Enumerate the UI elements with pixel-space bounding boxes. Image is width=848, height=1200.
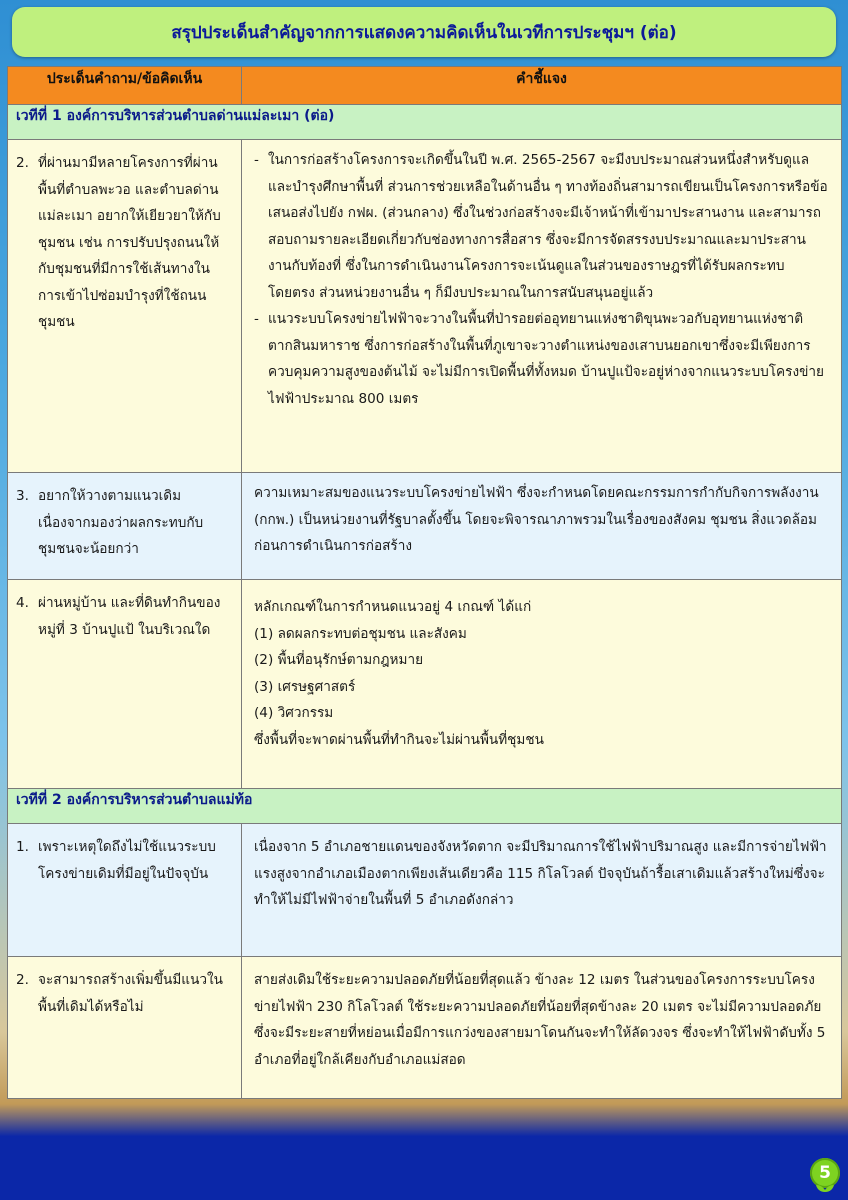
question-cell [8,473,242,580]
question-cell [8,824,242,957]
answer-text: แนวระบบโครงข่ายไฟฟ้าจะวางในพื้นที่ป่ารอยต่ออุทยานแห่งชาติขุนพะวอกับอุทยานแห่งชาติตากสินมหาราช ซึ่งการก่อสร้างในพื้นที่ภูเขาจะวางตำแหน่งของเสาบนยอกเขาซึ่งจะมีเพียงการควบคุมความสูงของต้นไม้ จะไม่มีการเปิดพื้นที่ทั้งหมด บ้านปูแป้จะอยู่ห่างจากแนวระบบโครงข่ายไฟฟ้าประมาณ 800 เมตร [268,311,824,407]
column-header-answer: คำชี้แจง [242,67,842,105]
question-number: 3. [16,488,29,504]
question-number: 1. [16,839,29,855]
qa-table [7,66,842,1099]
table-row [8,580,842,789]
section-row [8,789,842,824]
section-title-2: เวทีที่ 2 องค์การบริหารส่วนตำบลแม่ท้อ [8,789,842,824]
question-number: 2. [16,155,29,171]
bullet-dash: - [254,311,259,327]
answer-cell [242,580,842,789]
page-number: 5 [819,1163,831,1183]
table-header-row [8,67,842,105]
question-number: 4. [16,595,29,611]
answer-text: ในการก่อสร้างโครงการจะเกิดขึ้นในปี พ.ศ. 2565-2567 จะมีงบประมาณส่วนหนึ่งสำหรับดูแลและบำรุงศึกษาพื้นที่ ส่วนการช่วยเหลือในด้านอื่น ๆ ทางท้องถิ่นสามารถเขียนเป็นโครงการหรือข้อเสนอส่งไปยัง กฟผ. (ส่วนกลาง) ซึ่งในช่วงก่อสร้างจะมีเจ้าหน้าที่เข้ามาประสานงาน และสามารถสอบถามรายละเอียดเกี่ยวกับช่องทางการสื่อสาร ซึ่งจะมีการจัดสรรงบประมาณและมาประสานงานกับท้องที่ ซึ่งในการดำเนินงานโครงการจะเน้นดูแลในส่วนของราษฎรที่ได้รับผลกระทบโดยตรง ส่วนหน่วยงานอื่น ๆ ก็มีงบประมาณในการสนับสนุนอยู่แล้ว [268,152,828,301]
table-row [8,473,842,580]
question-text: อยากให้วางตามแนวเดิม เนื่องจากมองว่าผลกระทบกับชุมชนจะน้อยกว่า [38,488,204,557]
answer-text: สายส่งเดิมใช้ระยะความปลอดภัยที่น้อยที่สุดแล้ว ข้างละ 12 เมตร ในส่วนของโครงการระบบโครงข่ายไฟฟ้า 230 กิโลโวลต์ ใช้ระยะความปลอดภัยที่น้อยที่สุดข้างละ 20 เมตร จะไม่มีความปลอดภัย ซึ่งจะมีระยะสายที่หย่อนเมื่อมีการแกว่งของสายมาโดนกันจะทำให้ลัดวงจร ซึ่งจะทำให้ไฟฟ้าดับทั้ง 5 อำเภอที่อยู่ใกล้เคียงกับอำเภอแม่สอด [254,972,826,1068]
answer-cell [242,957,842,1099]
question-cell [8,580,242,789]
answer-line: (3) เศรษฐศาสตร์ [254,678,356,695]
question-text: ผ่านหมู่บ้าน และที่ดินทำกินของหมู่ที่ 3 บ้านปูแป้ ในบริเวณใด [38,595,221,638]
page-title-text: สรุปประเด็นสำคัญจากการแสดงความคิดเห็นในเวทีการประชุมฯ (ต่อ) [171,22,677,43]
answer-cell [242,824,842,957]
question-cell [8,957,242,1099]
question-number: 2. [16,972,29,988]
answer-text: ความเหมาะสมของแนวระบบโครงข่ายไฟฟ้า ซึ่งจะกำหนดโดยคณะกรรมการกำกับกิจการพลังงาน (กกพ.) เป็นหน่วยงานที่รัฐบาลตั้งขึ้น โดยจะพิจารณาภาพรวมในเรื่องของสังคม ชุมชน สิ่งแวดล้อม ก่อนการดำเนินการก่อสร้าง [254,485,819,554]
section-title-1: เวทีที่ 1 องค์การบริหารส่วนตำบลด่านแม่ละเมา (ต่อ) [8,105,842,140]
table-row [8,824,842,957]
question-text: ที่ผ่านมามีหลายโครงการที่ผ่านพื้นที่ตำบลพะวอ และตำบลด่านแม่ละเมา อยากให้เยียวยาให้กับชุมชน เช่น การปรับปรุงถนนให้กับชุมชนที่มีการใช้เส้นทางในการเข้าไปซ่อมบำรุงที่ใช้ถนนชุมชน [38,155,221,330]
leaf-icon [816,1184,834,1192]
bullet-dash: - [254,152,259,168]
answer-cell [242,473,842,580]
answer-line: (4) วิศวกรรม [254,705,334,721]
answer-line: (2) พื้นที่อนุรักษ์ตามกฎหมาย [254,652,424,668]
answer-line: ซึ่งพื้นที่จะพาดผ่านพื้นที่ทำกินจะไม่ผ่านพื้นที่ชุมชน [254,731,544,748]
answer-text: เนื่องจาก 5 อำเภอชายแดนของจังหวัดตาก จะมีปริมาณการใช้ไฟฟ้าปริมาณสูง และมีการจ่ายไฟฟ้าแรงสูงจากอำเภอเมืองตากเพียงเส้นเดียวคือ 115 กิโลโวลต์ ปัจจุบันถ้ารื้อเสาเดิมแล้วสร้างใหม่ซึ่งจะทำให้ไม่มีไฟฟ้าจ่ายในพื้นที่ 5 อำเภอดังกล่าว [254,839,827,908]
table-row [8,957,842,1099]
question-text: เพราะเหตุใดถึงไม่ใช้แนวระบบโครงข่ายเดิมที่มีอยู่ในปัจจุบัน [38,839,216,882]
page-title [12,7,836,57]
answer-cell [242,140,842,473]
column-header-question: ประเด็นคำถาม/ข้อคิดเห็น [8,67,242,105]
question-cell [8,140,242,473]
question-text: จะสามารถสร้างเพิ่มขึ้นมีแนวในพื้นที่เดิมได้หรือไม่ [38,972,223,1015]
section-row [8,105,842,140]
answer-line: หลักเกณฑ์ในการกำหนดแนวอยู่ 4 เกณฑ์ ได้แก่ [254,599,532,615]
table-row [8,140,842,473]
answer-line: (1) ลดผลกระทบต่อชุมชน และสังคม [254,625,467,642]
